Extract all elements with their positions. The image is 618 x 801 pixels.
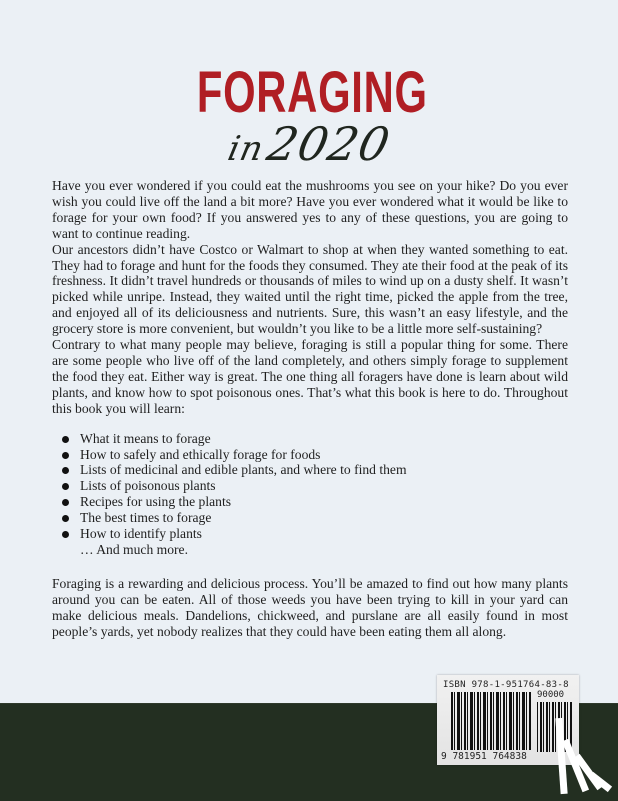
book-title: FORAGING bbox=[196, 60, 428, 125]
title-block bbox=[0, 60, 618, 125]
list-item: How to safely and ethically forage for foods bbox=[52, 447, 568, 463]
bullet-icon bbox=[62, 467, 69, 474]
list-item: Recipes for using the plants bbox=[52, 494, 568, 510]
list-item: How to identify plants bbox=[52, 526, 568, 542]
barcode-bars bbox=[451, 692, 531, 750]
bullet-icon bbox=[62, 436, 69, 443]
learn-list bbox=[52, 431, 568, 542]
list-item: Lists of poisonous plants bbox=[52, 478, 568, 494]
blurb-paragraph: Contrary to what many people may believe, foraging is still a popular thing for some. There are some people who live off of the land completely, and others simply forage to supplement the food they eat. Either way is great. The one thing all foragers have done is learn about wild plants, and know how to spot poisonous ones. That’s what this book is here to do. Throughout this book you will learn: bbox=[52, 337, 568, 416]
and-much-more: … And much more. bbox=[80, 541, 188, 557]
blurb-paragraph: Our ancestors didn’t have Costco or Walmart to shop at when they wanted something to eat. They had to forage and hunt for the foods they consumed. They ate their food at the peak of its freshness. It didn’t travel hundreds or thousands of miles to wind up on a dusty shelf. It wasn’t picked while unripe. Instead, they waited until the right time, picked the apple from the tree, and enjoyed all of its deliciousness and nutrients. Sure, this wasn’t an easy lifestyle, and the grocery store is more convenient, but wouldn’t you like to be a little more self-sustaining? bbox=[52, 241, 568, 337]
closing-paragraph: Foraging is a rewarding and delicious process. You’ll be amazed to find out how many plants around you can be eaten. All of those weeds you have been trying to kill in your yard can make delicious meals. Dandelions, chickweed, and purslane are all easily found in most people’s yards, yet nobody realizes that they could have been eating them all along. bbox=[52, 575, 568, 639]
barcode-digits: 9 781951 764838 bbox=[441, 751, 527, 762]
subtitle-in: in bbox=[224, 129, 268, 169]
list-item: The best times to forage bbox=[52, 510, 568, 526]
bullet-icon bbox=[62, 531, 69, 538]
book-subtitle bbox=[0, 118, 618, 175]
bullet-icon bbox=[62, 499, 69, 506]
blurb-paragraph: Have you ever wondered if you could eat the mushrooms you see on your hike? Do you ever wish you could live off the land a bit more? Have you ever wondered what it would be like to forage for your own food? If you answered yes to any of these questions, you are going to want to continue reading. bbox=[52, 178, 568, 241]
bullet-icon bbox=[62, 515, 69, 522]
list-item: Lists of medicinal and edible plants, and where to find them bbox=[52, 462, 568, 478]
back-cover-blurb bbox=[52, 178, 568, 639]
isbn-label: ISBN 978-1-951764-83-8 bbox=[443, 680, 569, 690]
list-item: What it means to forage bbox=[52, 431, 568, 447]
bullet-icon bbox=[62, 483, 69, 490]
price-code: 90000 bbox=[537, 690, 565, 700]
subtitle-year: 2020 bbox=[262, 117, 396, 171]
bullet-icon bbox=[62, 452, 69, 459]
